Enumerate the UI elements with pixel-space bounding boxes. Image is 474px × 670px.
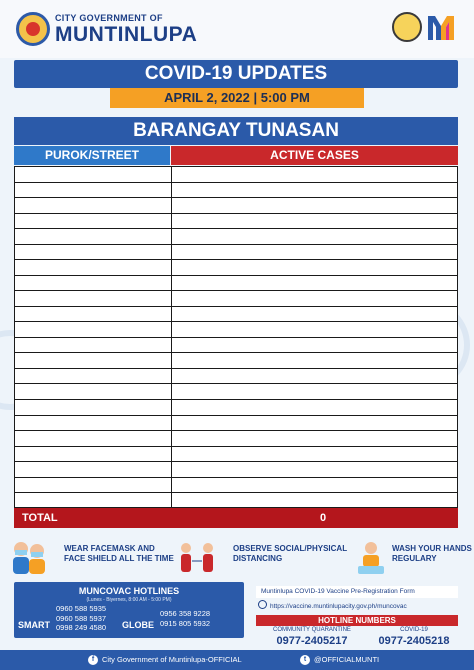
smart-label: SMART [18,620,50,630]
twitter-handle-link[interactable]: @OFFICIALMUNTI [314,655,380,664]
table-row [15,478,457,494]
health-office-seal-logo [392,12,422,42]
hotline-numbers-title: HOTLINE NUMBERS [256,615,458,626]
total-row [14,508,458,528]
muncovac-hotlines-hours: (Lunes - Biyernes, 8:00 AM - 5:00 PM) [86,597,172,603]
table-row [15,198,457,214]
vaccine-url: https://vaccine.muntinlupacity.gov.ph/muncovac [270,603,407,610]
table-row [15,276,457,292]
tip-distancing [233,544,347,564]
muntinlupa-seal-logo [16,12,50,46]
tip-facemask [64,544,174,564]
tip-facemask-line2: FACE SHIELD ALL THE TIME [64,554,174,563]
community-quarantine-number: 0977-2405217 [276,635,348,647]
table-row [15,167,457,183]
banner-title: COVID-19 UPDATES [144,63,328,84]
social-distancing-icon [178,539,216,575]
table-row [15,431,457,447]
table-row [15,416,457,432]
globe-number: 0915 805 5932 [160,618,211,628]
table-row [15,384,457,400]
table-row [15,260,457,276]
table-row [15,462,457,478]
city-name: MUNTINLUPA [55,23,198,46]
covid-hotline-label: COVID-19 [400,627,428,633]
facemask-people-icon [10,539,48,575]
barangay-title-bar [14,117,458,145]
table-row [15,400,457,416]
total-label: TOTAL [22,512,58,524]
vaccine-registration-label: Muntinlupa COVID-19 Vaccine Pre-Registration Form [256,586,458,598]
barangay-name: BARANGAY TUNASAN [133,120,339,141]
covid-hotline-number: 0977-2405218 [378,635,450,647]
globe-icon [258,600,267,609]
tip-distancing-line1: OBSERVE SOCIAL/PHYSICAL [233,544,348,553]
tip-handwashing-line1: WASH YOUR HANDS [392,544,472,553]
covid-updates-banner [14,60,458,88]
table-row [15,322,457,338]
m-brand-logo [426,14,456,42]
facebook-icon: f [88,655,98,665]
total-value: 0 [320,512,327,524]
city-government-label: CITY GOVERNMENT OF [55,13,163,23]
column-header-active-cases: ACTIVE CASES [171,146,458,165]
table-row [15,493,457,509]
globe-label: GLOBE [122,620,155,630]
tip-handwashing [392,544,472,564]
tip-distancing-line2: DISTANCING [233,554,283,563]
vaccine-registration-link[interactable] [256,600,458,612]
tip-facemask-line1: WEAR FACEMASK AND [64,544,155,553]
table-row [15,183,457,199]
date-time-bar: APRIL 2, 2022 | 5:00 PM [110,88,364,108]
community-quarantine-label: COMMUNITY QUARANTINE [273,627,351,633]
hand-washing-icon [352,539,390,575]
column-header-purok: PUROK/STREET [14,146,170,165]
muncovac-hotlines-title: MUNCOVAC HOTLINES [78,586,180,596]
table-row [15,245,457,261]
cases-table [14,166,458,508]
facebook-page-link[interactable]: City Government of Muntinlupa-OFFICIAL [102,655,242,664]
table-row [15,291,457,307]
tip-handwashing-line2: REGULARY [392,554,437,563]
table-row [15,369,457,385]
twitter-icon: t [300,655,310,665]
table-row [15,338,457,354]
smart-number: 0960 588 5937 [56,613,107,623]
table-row [15,307,457,323]
table-row [15,447,457,463]
globe-number: 0956 358 9228 [160,609,211,618]
table-row [15,353,457,369]
header [0,0,474,58]
smart-number: 0998 249 4580 [56,623,107,632]
table-row [15,214,457,230]
table-row [15,229,457,245]
smart-number: 0960 588 5935 [56,604,107,613]
footer [0,650,474,670]
muncovac-hotlines-box [14,582,244,638]
